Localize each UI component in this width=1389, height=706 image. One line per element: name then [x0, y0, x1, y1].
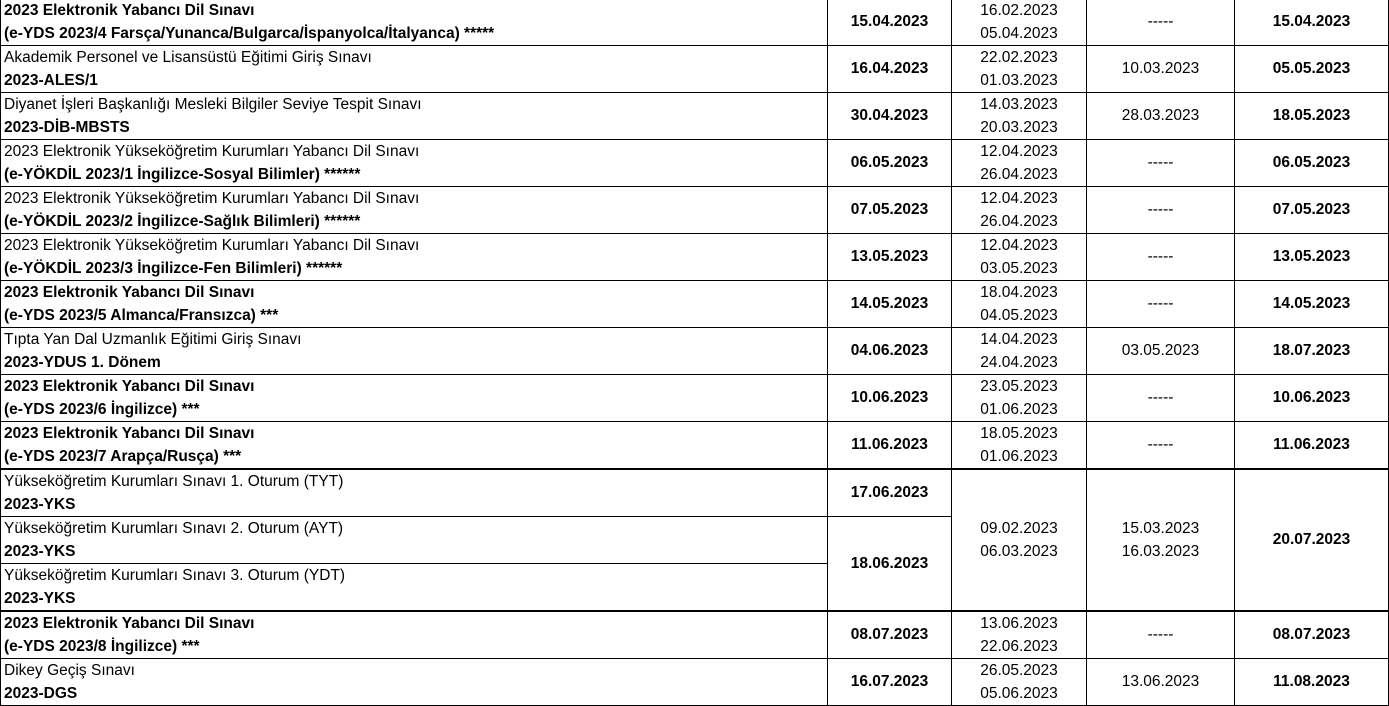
exam-date: 06.05.2023 — [850, 154, 929, 171]
exam-code: 2023-YKS — [4, 496, 76, 513]
exam-date: 16.04.2023 — [850, 60, 929, 77]
exam-title: Tıpta Yan Dal Uzmanlık Eğitimi Giriş Sınavı — [4, 331, 302, 348]
exam-name-cell — [1, 659, 828, 706]
exam-date-cell — [828, 281, 952, 328]
application-end-date: 20.03.2023 — [980, 119, 1058, 136]
result-date: 18.05.2023 — [1272, 107, 1351, 124]
table-row — [1, 611, 1389, 659]
late-application-date: 13.06.2023 — [1121, 673, 1200, 690]
result-date: 07.05.2023 — [1272, 201, 1351, 218]
result-date: 18.07.2023 — [1272, 342, 1351, 359]
application-start-date: 18.04.2023 — [980, 284, 1058, 301]
exam-date-cell — [828, 469, 952, 517]
result-date: 08.07.2023 — [1272, 626, 1351, 643]
result-date: 06.05.2023 — [1272, 154, 1351, 171]
result-date-cell — [1235, 281, 1389, 328]
late-application-cell — [1087, 375, 1235, 422]
exam-title: Akademik Personel ve Lisansüstü Eğitimi Giriş Sınavı — [4, 49, 372, 66]
late-application-date: 28.03.2023 — [1121, 107, 1200, 124]
late-application-date: 16.03.2023 — [1121, 543, 1200, 560]
exam-code: 2023-DGS — [4, 685, 78, 702]
exam-date-cell — [828, 93, 952, 140]
exam-date-cell — [828, 422, 952, 470]
exam-name-cell — [1, 140, 828, 187]
exam-date: 13.05.2023 — [850, 248, 929, 265]
exam-title: Yükseköğretim Kurumları Sınavı 1. Oturum (TYT) — [4, 473, 344, 490]
exam-date: 08.07.2023 — [850, 626, 929, 643]
application-dates-cell — [952, 659, 1087, 706]
exam-date: 14.05.2023 — [850, 295, 929, 312]
exam-code: (e-YÖKDİL 2023/2 İngilizce-Sağlık Bilimleri) ****** — [4, 213, 361, 230]
result-date-cell — [1235, 187, 1389, 234]
application-dates-cell — [952, 0, 1087, 46]
result-date: 11.06.2023 — [1273, 436, 1350, 453]
exam-date: 17.06.2023 — [850, 484, 929, 501]
late-application-date: ----- — [1147, 626, 1174, 643]
late-application-date: 03.05.2023 — [1121, 342, 1200, 359]
exam-code: 2023-YDUS 1. Dönem — [4, 354, 161, 371]
result-date-cell — [1235, 611, 1389, 659]
result-date: 05.05.2023 — [1272, 60, 1351, 77]
exam-code: (e-YDS 2023/7 Arapça/Rusça) *** — [4, 448, 242, 465]
exam-date-cell — [828, 328, 952, 375]
late-application-cell — [1087, 469, 1235, 611]
exam-name-cell — [1, 517, 828, 564]
application-end-date: 01.03.2023 — [980, 72, 1058, 89]
exam-title: 2023 Elektronik Yükseköğretim Kurumları Yabancı Dil Sınavı — [4, 190, 420, 207]
table-row — [1, 187, 1389, 234]
exam-title: 2023 Elektronik Yabancı Dil Sınavı — [4, 378, 255, 395]
result-date: 11.08.2023 — [1273, 673, 1350, 690]
exam-name-cell — [1, 375, 828, 422]
late-application-date: ----- — [1147, 436, 1174, 453]
application-dates-cell — [952, 140, 1087, 187]
late-application-cell — [1087, 281, 1235, 328]
application-start-date: 26.05.2023 — [980, 662, 1058, 679]
exam-name-cell — [1, 469, 828, 517]
exam-title: Diyanet İşleri Başkanlığı Mesleki Bilgiler Seviye Tespit Sınavı — [4, 96, 422, 113]
result-date: 14.05.2023 — [1272, 295, 1351, 312]
application-start-date: 13.06.2023 — [980, 615, 1058, 632]
late-application-cell — [1087, 93, 1235, 140]
exam-date-cell — [828, 659, 952, 706]
application-end-date: 06.03.2023 — [980, 543, 1058, 560]
result-date-cell — [1235, 375, 1389, 422]
application-end-date: 01.06.2023 — [980, 401, 1058, 418]
application-start-date: 23.05.2023 — [980, 378, 1058, 395]
exam-name-cell — [1, 46, 828, 93]
application-dates-cell — [952, 93, 1087, 140]
table-row — [1, 46, 1389, 93]
late-application-cell — [1087, 422, 1235, 470]
application-end-date: 05.06.2023 — [980, 685, 1058, 702]
exam-code: (e-YÖKDİL 2023/3 İngilizce-Fen Bilimleri) ****** — [4, 260, 343, 277]
exam-name-cell — [1, 234, 828, 281]
exam-calendar-body — [1, 0, 1389, 706]
exam-date: 11.06.2023 — [851, 436, 928, 453]
table-row — [1, 659, 1389, 706]
exam-code: (e-YDS 2023/5 Almanca/Fransızca) *** — [4, 307, 279, 324]
application-start-date: 09.02.2023 — [980, 520, 1058, 537]
table-row — [1, 93, 1389, 140]
exam-name-cell — [1, 611, 828, 659]
exam-title: 2023 Elektronik Yükseköğretim Kurumları Yabancı Dil Sınavı — [4, 143, 420, 160]
late-application-cell — [1087, 659, 1235, 706]
exam-code: 2023-ALES/1 — [4, 72, 98, 89]
exam-name-cell — [1, 328, 828, 375]
result-date-cell — [1235, 93, 1389, 140]
exam-date: 18.06.2023 — [850, 554, 929, 572]
late-application-cell — [1087, 46, 1235, 93]
table-row — [1, 0, 1389, 46]
late-application-cell — [1087, 140, 1235, 187]
exam-code: (e-YÖKDİL 2023/1 İngilizce-Sosyal Bilimler) ****** — [4, 166, 361, 183]
application-end-date: 03.05.2023 — [980, 260, 1058, 277]
exam-code: (e-YDS 2023/4 Farsça/Yunanca/Bulgarca/İspanyolca/İtalyanca) ***** — [4, 25, 495, 42]
table-row — [1, 234, 1389, 281]
application-end-date: 01.06.2023 — [980, 448, 1058, 465]
application-dates-cell — [952, 328, 1087, 375]
application-dates-cell — [952, 422, 1087, 470]
late-application-cell — [1087, 611, 1235, 659]
application-dates-cell — [952, 469, 1087, 611]
application-dates-cell — [952, 187, 1087, 234]
exam-title: Yükseköğretim Kurumları Sınavı 3. Oturum (YDT) — [4, 567, 346, 584]
result-date: 13.05.2023 — [1272, 248, 1351, 265]
exam-date-cell — [828, 187, 952, 234]
exam-title: Yükseköğretim Kurumları Sınavı 2. Oturum (AYT) — [4, 520, 344, 537]
late-application-cell — [1087, 187, 1235, 234]
result-date-cell — [1235, 328, 1389, 375]
exam-code: (e-YDS 2023/8 İngilizce) *** — [4, 638, 200, 655]
exam-date: 07.05.2023 — [850, 201, 929, 218]
table-row — [1, 375, 1389, 422]
application-end-date: 24.04.2023 — [980, 354, 1058, 371]
exam-title: Dikey Geçiş Sınavı — [4, 662, 135, 679]
application-dates-cell — [952, 234, 1087, 281]
table-row — [1, 140, 1389, 187]
exam-name-cell — [1, 422, 828, 470]
exam-date: 10.06.2023 — [850, 389, 929, 406]
late-application-date: 10.03.2023 — [1121, 60, 1200, 77]
result-date: 20.07.2023 — [1272, 531, 1351, 548]
late-application-date: 15.03.2023 — [1121, 520, 1200, 537]
exam-code: 2023-DİB-MBSTS — [4, 119, 130, 136]
application-end-date: 26.04.2023 — [980, 166, 1058, 183]
exam-title: 2023 Elektronik Yabancı Dil Sınavı — [4, 615, 255, 632]
exam-date-cell — [828, 611, 952, 659]
application-dates-cell — [952, 375, 1087, 422]
exam-date: 15.04.2023 — [850, 13, 929, 30]
exam-title: 2023 Elektronik Yükseköğretim Kurumları Yabancı Dil Sınavı — [4, 237, 420, 254]
exam-date-cell — [828, 46, 952, 93]
late-application-cell — [1087, 234, 1235, 281]
table-row — [1, 422, 1389, 470]
application-end-date: 22.06.2023 — [980, 638, 1058, 655]
result-date-cell — [1235, 46, 1389, 93]
result-date-cell — [1235, 659, 1389, 706]
exam-title: 2023 Elektronik Yabancı Dil Sınavı — [4, 284, 255, 301]
application-dates-cell — [952, 611, 1087, 659]
exam-code: (e-YDS 2023/6 İngilizce) *** — [4, 401, 200, 418]
application-dates-cell — [952, 281, 1087, 328]
application-start-date: 14.03.2023 — [980, 96, 1058, 113]
exam-code: 2023-YKS — [4, 543, 76, 560]
exam-date: 16.07.2023 — [850, 673, 929, 690]
application-start-date: 18.05.2023 — [980, 425, 1058, 442]
exam-title: 2023 Elektronik Yabancı Dil Sınavı — [4, 425, 255, 442]
application-end-date: 04.05.2023 — [980, 307, 1058, 324]
exam-date-cell — [828, 234, 952, 281]
result-date-cell — [1235, 0, 1389, 46]
application-start-date: 12.04.2023 — [980, 237, 1058, 254]
application-end-date: 05.04.2023 — [980, 25, 1058, 42]
exam-name-cell — [1, 564, 828, 612]
result-date-cell — [1235, 422, 1389, 470]
late-application-date: ----- — [1147, 389, 1174, 406]
table-row — [1, 328, 1389, 375]
result-date-cell — [1235, 234, 1389, 281]
exam-code: 2023-YKS — [4, 590, 76, 607]
late-application-date: ----- — [1147, 154, 1174, 171]
application-start-date: 14.04.2023 — [980, 331, 1058, 348]
exam-name-cell — [1, 187, 828, 234]
late-application-cell — [1087, 328, 1235, 375]
application-start-date: 12.04.2023 — [980, 190, 1058, 207]
exam-date-cell — [828, 375, 952, 422]
table-row — [1, 469, 1389, 517]
late-application-date: ----- — [1147, 248, 1174, 265]
result-date: 15.04.2023 — [1272, 13, 1351, 30]
application-end-date: 26.04.2023 — [980, 213, 1058, 230]
application-start-date: 16.02.2023 — [980, 2, 1058, 19]
exam-title: 2023 Elektronik Yabancı Dil Sınavı — [4, 2, 255, 19]
exam-date: 04.06.2023 — [850, 342, 929, 359]
table-row — [1, 281, 1389, 328]
application-start-date: 22.02.2023 — [980, 49, 1058, 66]
late-application-date: ----- — [1147, 201, 1174, 218]
application-start-date: 12.04.2023 — [980, 143, 1058, 160]
result-date: 10.06.2023 — [1272, 389, 1351, 406]
exam-name-cell — [1, 0, 828, 46]
exam-date: 30.04.2023 — [850, 107, 929, 124]
exam-date-cell — [828, 140, 952, 187]
result-date-cell — [1235, 469, 1389, 611]
result-date-cell — [1235, 140, 1389, 187]
exam-name-cell — [1, 93, 828, 140]
late-application-date: ----- — [1147, 13, 1174, 30]
late-application-cell — [1087, 0, 1235, 46]
exam-name-cell — [1, 281, 828, 328]
late-application-date: ----- — [1147, 295, 1174, 312]
application-dates-cell — [952, 46, 1087, 93]
exam-date-cell — [828, 517, 952, 612]
exam-date-cell — [828, 0, 952, 46]
